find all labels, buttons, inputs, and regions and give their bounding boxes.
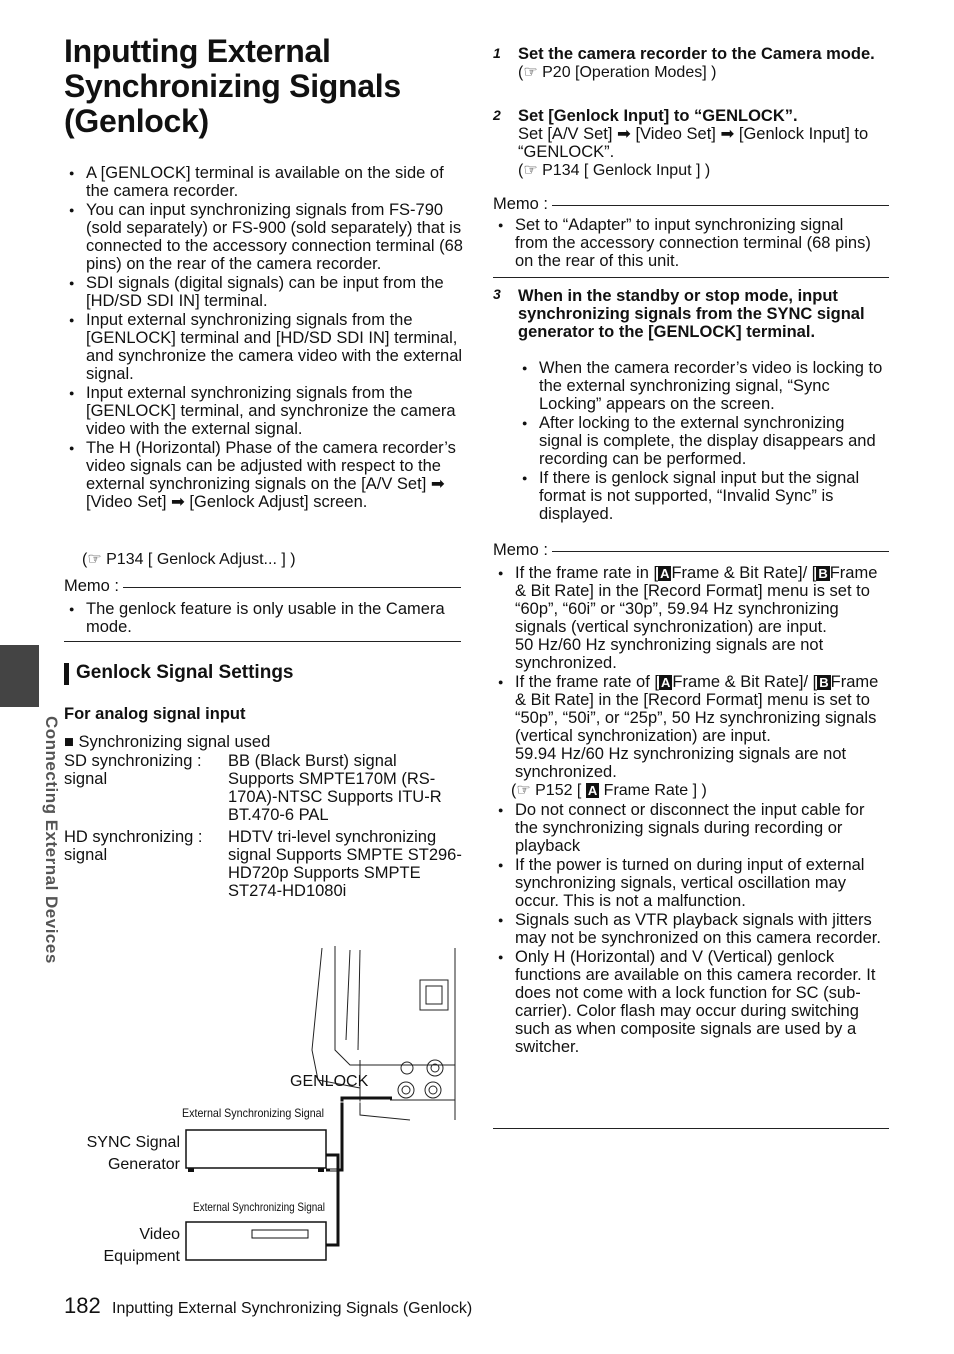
memo-list-right [493, 564, 891, 1057]
table-row [64, 828, 464, 900]
genlock-connection-diagram [60, 940, 470, 1270]
step-2 [518, 107, 892, 180]
memo-header-right [493, 541, 889, 559]
video-equipment-box [186, 1222, 326, 1260]
memo-header-step2 [493, 195, 889, 213]
step-reference: (☞ P20 [Operation Modes] ) [518, 64, 717, 81]
b-slot-icon: B [819, 675, 829, 690]
a-slot-icon: A [587, 783, 598, 798]
memo-header-left [64, 577, 461, 595]
list-item: ● Only H (Horizontal) and V (Vertical) genlock functions are available on this camera recorder. It does not come with a lock function for SC (sub-carrier). Color flash may occur during switching such as when composite signals are used by a switcher. [493, 948, 891, 1056]
list-item: ● Do not connect or disconnect the input cable for the synchronizing signals during recording or playback [493, 801, 891, 855]
sync-generator-box [186, 1130, 326, 1168]
signal-table [64, 752, 464, 900]
step-title: Set the camera recorder to the Camera mode. [518, 45, 875, 63]
frame-rate-reference: (☞ P152 [ A Frame Rate ] ) [511, 782, 707, 799]
list-item: ● The genlock feature is only usable in the Camera mode. [64, 600, 464, 636]
ext-sync-label-2: External Synchronizing Signal [193, 1200, 325, 1214]
signal-label: SD synchronizing : signal [64, 752, 202, 788]
a-slot-icon: A [660, 675, 671, 690]
page-title: Inputting External Synchronizing Signals (Genlock) [64, 33, 401, 139]
list-item: ● If the power is turned on during input of external synchronizing signals, vertical oscillation may occur. This is not a malfunction. [493, 856, 891, 910]
video-equipment-label-2: Equipment [103, 1248, 180, 1265]
step-title: When in the standby or stop mode, input synchronizing signals from the SYNC signal generator to the [GENLOCK] terminal. [518, 287, 865, 341]
step-title: Set [Genlock Input] to “GENLOCK”. [518, 107, 798, 125]
list-item: ● A [GENLOCK] terminal is available on the side of the camera recorder. [64, 164, 464, 200]
list-item: ● Input external synchronizing signals from the [GENLOCK] terminal and [HD/SD SDI IN] terminal, and synchronize the camera video with the external signal. [64, 311, 464, 383]
signal-value: BB (Black Burst) signal Supports SMPTE170M (RS-170A)-NTSC Supports ITU-R BT.470-6 PAL [228, 752, 442, 824]
video-equipment-label-1: Video [139, 1226, 180, 1243]
sub-heading: For analog signal input [64, 705, 246, 723]
ext-sync-label-1: External Synchronizing Signal [182, 1106, 324, 1120]
list-item: ● If the frame rate of [ A Frame & Bit Rate]/ [ B Frame & Bit Rate] in the [Record Format] menu is set to “50p”, “50i”, or “25p”, 50 Hz synchronizing signals (vertical synchronization) are input. 59.94 Hz/60 Hz synchronizing signals are not synchronized. (☞ P152 [ A Frame Rate ] ) [493, 673, 891, 800]
list-item: ● Set to “Adapter” to input synchronizing signal from the accessory connection terminal (68 pins) on the rear of this unit. [493, 216, 877, 270]
step-3 [518, 287, 883, 341]
step-number: 2 [493, 107, 501, 123]
memo-note: 50 Hz/60 Hz synchronizing signals are not synchronized. [515, 636, 824, 672]
step3-bullet-list [517, 359, 890, 524]
signal-label: HD synchronizing : signal [64, 828, 203, 864]
genlock-label: GENLOCK [290, 1073, 369, 1090]
list-item: ● If the frame rate in [ A Frame & Bit Rate]/ [ B Frame & Bit Rate] in the [Record Format] menu is set to “60p”, “60i” or “30p”, 59.94 Hz synchronizing signals (vertical synchronization) are input. 50 Hz/60 Hz synchronizing signals are not synchronized. [493, 564, 891, 672]
step-number: 3 [493, 286, 501, 302]
b-slot-icon: B [818, 566, 828, 581]
list-item: ● You can input synchronizing signals from FS-790 (sold separately) or FS-900 (sold separately) that is connected to the accessory connection terminal (68 pins) on the rear of the camera recorder. [64, 201, 464, 273]
list-item: ● After locking to the external synchronizing signal is complete, the display disappears and recording can be performed. [517, 414, 890, 468]
memo-label: Memo : [493, 195, 549, 213]
sync-generator-label-1: SYNC Signal [86, 1134, 180, 1151]
genlock-adjust-reference: (☞ P134 [ Genlock Adjust... ] ) [82, 551, 296, 568]
divider [493, 277, 889, 278]
heading-marker [64, 663, 69, 685]
memo-label: Memo : [64, 577, 120, 595]
a-slot-icon: A [660, 566, 670, 581]
footer-title: Inputting External Synchronizing Signals (Genlock) [112, 1300, 473, 1317]
sync-used-label: ■ Synchronizing signal used [64, 733, 271, 751]
list-item: ● When the camera recorder’s video is locking to the external synchronizing signal, “Sync Locking” appears on the screen. [517, 359, 890, 413]
list-item: ● The H (Horizontal) Phase of the camera recorder’s video signals can be adjusted with respect to the external synchronizing signals on the [A/V Set] ➡ [Video Set] ➡ [Genlock Adjust] screen. [64, 439, 464, 511]
memo-label: Memo : [493, 541, 549, 559]
page-number: 182 [64, 1293, 101, 1318]
table-row [64, 752, 464, 828]
intro-bullet-list [64, 164, 464, 512]
step-body: Set [A/V Set] ➡ [Video Set] ➡ [Genlock Input] to “GENLOCK”. [518, 125, 869, 161]
memo-list-left [64, 600, 464, 637]
section-heading: Genlock Signal Settings [76, 662, 294, 683]
signal-value: HDTV tri-level synchronizing signal Supports SMPTE ST296-HD720p Supports SMPTE ST274-HD1080i [228, 828, 462, 900]
sync-generator-label-2: Generator [107, 1156, 180, 1173]
divider [493, 1128, 889, 1129]
memo-list-step2 [493, 216, 877, 271]
step-1 [518, 45, 890, 82]
step-reference: (☞ P134 [ Genlock Input ] ) [518, 162, 711, 179]
side-tab-block [0, 645, 39, 707]
genlock-cable [326, 1098, 392, 1170]
memo-note: 59.94 Hz/60 Hz synchronizing signals are not synchronized. [515, 745, 847, 781]
list-item: ● Signals such as VTR playback signals with jitters may not be synchronized on this camera recorder. [493, 911, 891, 947]
side-tab-label: Connecting External Devices [42, 716, 61, 964]
list-item: ● Input external synchronizing signals from the [GENLOCK] terminal, and synchronize the camera video with the external signal. [64, 384, 464, 438]
list-item: ● If there is genlock signal input but the signal format is not supported, “Invalid Sync” is displayed. [517, 469, 890, 523]
step-number: 1 [493, 45, 501, 61]
camera-side-illustration [312, 946, 455, 1120]
list-item: ● SDI signals (digital signals) can be input from the [HD/SD SDI IN] terminal. [64, 274, 464, 310]
divider [64, 641, 461, 642]
